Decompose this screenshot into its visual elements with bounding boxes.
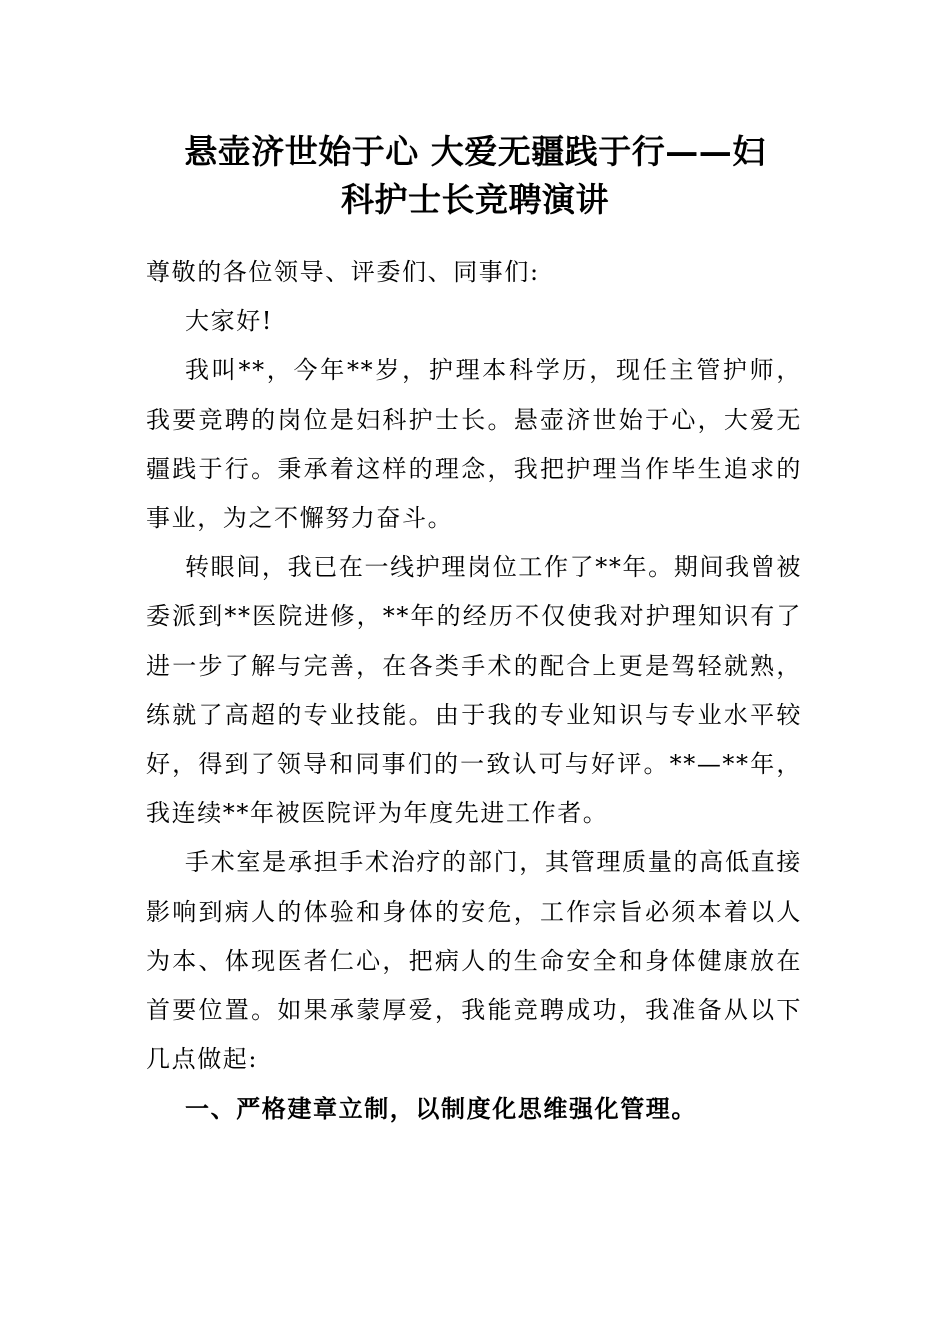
greeting: 大家好! xyxy=(185,307,274,336)
document-body xyxy=(146,248,802,1134)
title-line-2: 科护士长竞聘演讲 xyxy=(341,180,609,219)
paragraph-plan: 手术室是承担手术治疗的部门，其管理质量的高低直接影响到病人的体验和身体的安危，工作宗旨必须本着以人为本、体现医者仁心，把病人的生命安全和身体健康放在首要位置。如果承蒙厚爱，我能竞聘成功，我准备从以下几点做起: xyxy=(146,848,802,1074)
section-heading: 一、严格建章立制，以制度化思维强化管理。 xyxy=(185,1094,697,1124)
paragraph-intro: 我叫**，今年**岁，护理本科学历，现任主管护师，我要竞聘的岗位是妇科护士长。悬壶济世始于心，大爱无疆践于行。秉承着这样的理念，我把护理当作毕生追求的事业，为之不懈努力奋斗。 xyxy=(146,356,802,533)
document-title xyxy=(150,128,800,224)
salutation: 尊敬的各位领导、评委们、同事们: xyxy=(146,258,540,286)
title-line-1: 悬壶济世始于心 大爱无疆践于行——妇 xyxy=(184,132,766,171)
paragraph-experience: 转眼间，我已在一线护理岗位工作了**年。期间我曾被委派到**医院进修，**年的经历不仅使我对护理知识有了进一步了解与完善，在各类手术的配合上更是驾轻就熟，练就了高超的专业技能。由于我的专业知识与专业水平较好，得到了领导和同事们的一致认可与好评。**—**年，我连续**年被医院评为年度先进工作者。 xyxy=(146,553,802,828)
